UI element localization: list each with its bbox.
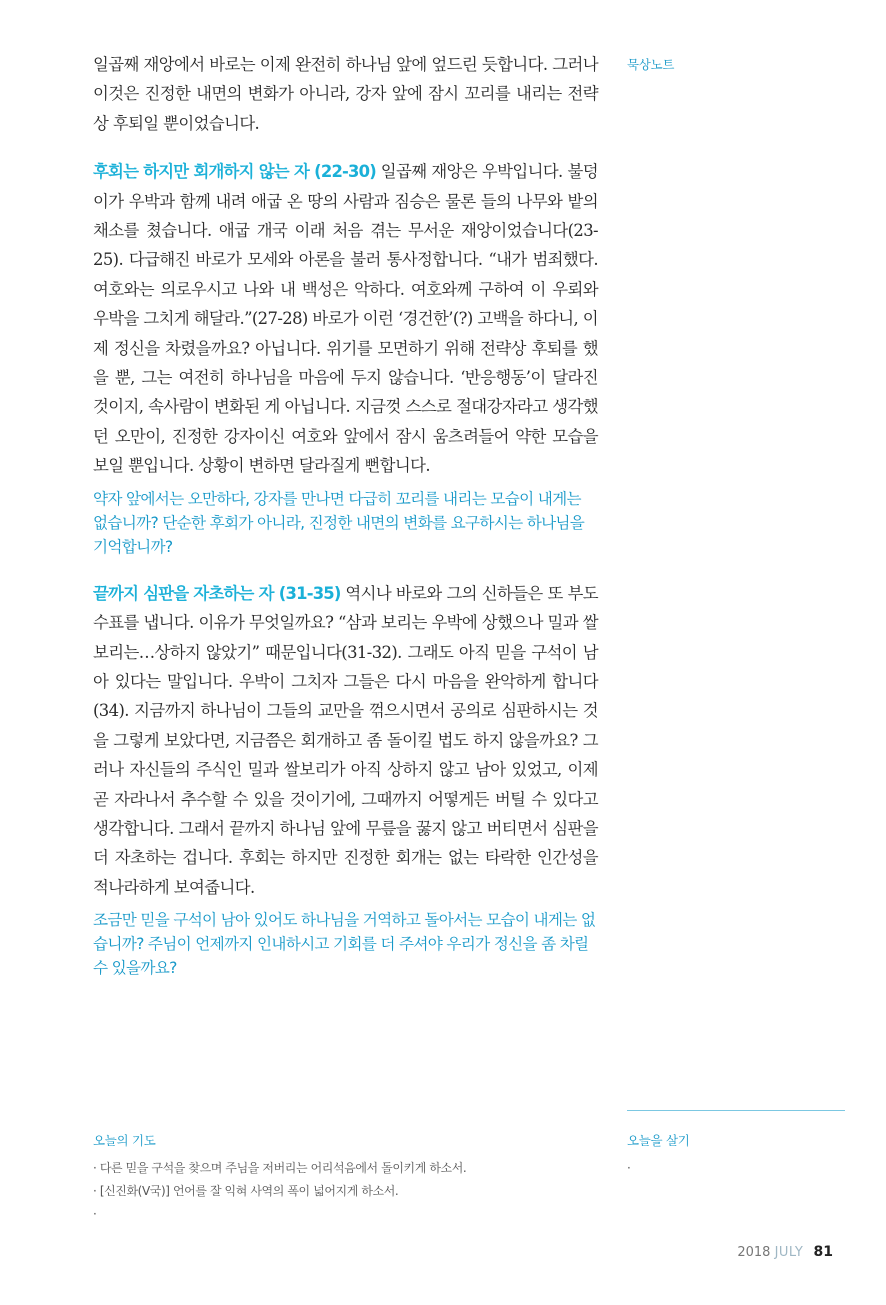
section1-paragraph [93, 157, 598, 480]
footer-year: 2018 [737, 1245, 771, 1260]
living-today-item: · [627, 1161, 631, 1175]
section1-body: 일곱째 재앙은 우박입니다. 불덩이가 우박과 함께 내려 애굽 온 땅의 사람과 짐승은 물론 들의 나무와 밭의 채소를 쳤습니다. 애굽 개국 이래 처음 겪는 무서운 재앙이었습니다(23-25). 다급해진 바로가 모세와 아론을 불러 통사정합니다. “내가 범죄했다. 여호와는 의로우시고 나와 내 백성은 악하다. 여호와께 구하여 이 우뢰와 우박을 그치게 해달라.”(27-28) 바로가 이런 ‘경건한’(?) 고백을 하다니, 이제 정신을 차렸을까요? 아닙니다. 위기를 모면하기 위해 전략상 후퇴를 했을 뿐, 그는 여전히 하나님을 마음에 두지 않습니다. ‘반응행동’이 달라진 것이지, 속사람이 변화된 게 아닙니다. 지금껏 스스로 절대강자라고 생각했던 오만이, 진정한 강자이신 여호와 앞에서 잠시 움츠려들어 약한 모습을 보일 뿐입니다. 상황이 변하면 달라질게 뻔합니다. [93, 162, 598, 476]
section2-body: 역시나 바로와 그의 신하들은 또 부도수표를 냅니다. 이유가 무엇일까요? “삼과 보리는 우박에 상했으나 밀과 쌀보리는…상하지 않았기” 때문입니다(31-32). 그래도 아직 믿을 구석이 남아 있다는 말입니다. 우박이 그치자 그들은 다시 마음을 완악하게 합니다(34). 지금까지 하나님이 그들의 교만을 꺾으시면서 공의로 심판하시는 것을 그렇게 보았다면, 지금쯤은 회개하고 좀 돌이킬 법도 하지 않을까요? 그러나 자신들의 주식인 밀과 쌀보리가 아직 상하지 않고 남아 있었고, 이제 곧 자라나서 추수할 수 있을 것이기에, 그때까지 어떻게든 버틸 수 있다고 생각합니다. 그래서 끝까지 하나님 앞에 무릎을 꿇지 않고 버티면서 심판을 더 자초하는 겁니다. 후회는 하지만 진정한 회개는 없는 타락한 인간성을 적나라하게 보여줍니다. [93, 583, 598, 897]
page-number: 81 [813, 1244, 833, 1260]
section1-reflection: 약자 앞에서는 오만하다, 강자를 만나면 다급히 꼬리를 내리는 모습이 내게는 없습니까? 단순한 후회가 아니라, 진정한 내면의 변화를 요구하시는 하나님을 기억합니까? [93, 489, 585, 556]
section2-paragraph [93, 579, 598, 902]
main-column [93, 50, 598, 1000]
prayer-item: · [93, 1207, 97, 1221]
living-today-title: 오늘을 살기 [627, 1133, 690, 1148]
section2-heading: 끝까지 심판을 자초하는 자 (31-35) [93, 583, 341, 603]
prayer-section [93, 1131, 598, 1226]
living-today-section [627, 1131, 845, 1180]
prayer-item: · 다른 믿을 구석을 찾으며 주님을 저버리는 어리석음에서 돌이키게 하소서. [93, 1161, 467, 1175]
footer-month: JULY [774, 1245, 804, 1260]
meditation-note-label: 묵상노트 [627, 57, 675, 72]
intro-paragraph: 일곱째 재앙에서 바로는 이제 완전히 하나님 앞에 엎드린 듯합니다. 그러나 이것은 진정한 내면의 변화가 아니라, 강자 앞에 잠시 꼬리를 내리는 전략상 후퇴일 뿐이었습니다. [93, 55, 598, 133]
prayer-item: · [신진화(V국)] 언어를 잘 익혀 사역의 폭이 넓어지게 하소서. [93, 1184, 399, 1198]
page-footer [737, 1244, 833, 1260]
prayer-title: 오늘의 기도 [93, 1133, 156, 1148]
section1-heading: 후회는 하지만 회개하지 않는 자 (22-30) [93, 162, 376, 182]
section2-reflection: 조금만 믿을 구석이 남아 있어도 하나님을 거역하고 돌아서는 모습이 내게는 없습니까? 주님이 언제까지 인내하시고 기회를 더 주셔야 우리가 정신을 좀 차릴 수 있을까요? [93, 911, 596, 978]
sidebar-divider [627, 1110, 845, 1111]
